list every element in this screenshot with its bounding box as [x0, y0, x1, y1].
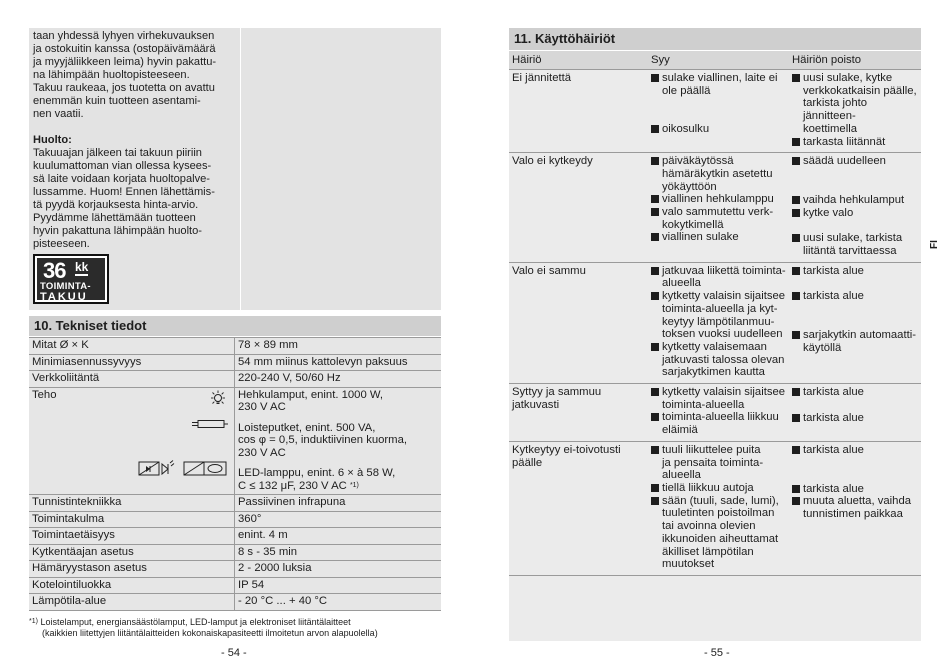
- badge-number: 36: [43, 258, 66, 283]
- fix-item: [792, 207, 918, 220]
- fix-cell: [789, 70, 921, 153]
- spec-table: [29, 337, 441, 611]
- cause-line: ole päällä: [662, 84, 711, 97]
- square-bullet-icon: [651, 208, 659, 216]
- square-bullet-icon: [651, 195, 659, 203]
- spec-row-power: [29, 387, 441, 495]
- power-led-line1: LED-lamppu, enint. 6 × à 58 W,: [238, 467, 396, 479]
- cause-line: jatkuvasti talossa olevan: [662, 353, 785, 366]
- cause-line: eläimiä: [662, 424, 698, 437]
- faults-table-filler: [509, 576, 921, 641]
- cause-item: [651, 386, 786, 411]
- square-bullet-icon: [651, 157, 659, 165]
- cause-item: [651, 193, 786, 206]
- fix-line: tarkista alue: [803, 482, 864, 495]
- warranty-line: nen vaatii.: [33, 108, 84, 120]
- warranty-line: na lähimpään huoltopisteeseen.: [33, 69, 190, 81]
- spec-key: Minimiasennussyvyys: [29, 354, 235, 371]
- cause-line: tai avoinna olevien: [662, 520, 756, 533]
- spec-section-title: [29, 316, 441, 336]
- cause-line: äkilliset lämpötilan: [662, 545, 754, 558]
- spec-key: Kytkentäajan asetus: [29, 544, 235, 561]
- footnote: [29, 617, 441, 638]
- cause-line: päiväkäytössä: [662, 155, 734, 168]
- footnote-line1: Loistelamput, energiansäästölamput, LED-lamput ja elektroniset liitäntälaitteet: [37, 617, 351, 627]
- badge-unit: kk: [75, 260, 89, 274]
- cause-item: [651, 495, 786, 571]
- square-bullet-icon: [651, 267, 659, 275]
- spec-row: [29, 511, 441, 528]
- spec-value: 360°: [235, 511, 442, 528]
- fix-line: sarjakytkin automaatti-: [803, 329, 917, 342]
- page-number-left: - 54 -: [221, 647, 247, 659]
- cause-cell: [648, 441, 789, 575]
- square-bullet-icon: [792, 388, 800, 396]
- service-line: lussamme. Huom! Ennen lähettämis-: [33, 186, 215, 198]
- fix-item: [792, 232, 918, 257]
- cause-cell: [648, 262, 789, 383]
- spec-value: 78 × 89 mm: [235, 338, 442, 355]
- power-tube-line2: cos φ = 0,5, induktiivinen kuorma,: [238, 434, 408, 446]
- fault-text: päälle: [512, 456, 543, 469]
- cause-line: sulake viallinen, laite ei: [662, 72, 778, 84]
- cause-line: oikosulku: [662, 123, 710, 136]
- fault-text: Kytkeytyy ei-toivotusti: [512, 443, 621, 456]
- spec-key: Toimintaetäisyys: [29, 528, 235, 545]
- square-bullet-icon: [792, 157, 800, 165]
- fix-item: [792, 329, 918, 354]
- square-bullet-icon: [651, 446, 659, 454]
- fix-item: [792, 265, 918, 278]
- square-bullet-icon: [792, 497, 800, 505]
- square-bullet-icon: [792, 292, 800, 300]
- spec-value: Passiivinen infrapuna: [235, 495, 442, 512]
- power-bulb-line2: 230 V AC: [238, 401, 286, 413]
- fix-item: [792, 495, 918, 520]
- header-remedy: Häiriön poisto: [789, 51, 921, 70]
- cause-item: [651, 72, 786, 97]
- cause-line: toksen vuoksi uudelleen: [662, 328, 783, 341]
- spec-row: [29, 544, 441, 561]
- service-line: Pyydämme lähettämään tuotteen: [33, 212, 196, 224]
- warranty-line: Takuu raukeaa, jos tuotetta on avattu: [33, 82, 215, 94]
- spec-row: [29, 354, 441, 371]
- square-bullet-icon: [651, 497, 659, 505]
- warranty-line: ja ostokuitin kanssa (ostopäivämäärä: [33, 43, 216, 55]
- fault-text: Valo ei sammu: [512, 264, 586, 277]
- cause-line: toiminta-alueella ja kyt-: [662, 302, 778, 315]
- fault-text: Ei jännitettä: [512, 72, 572, 84]
- power-label: Teho: [32, 388, 57, 401]
- warranty-badge: [33, 254, 109, 304]
- cause-line: kokytkimellä: [662, 218, 724, 231]
- warranty-line: enemmän kuin tuotteen asentami-: [33, 95, 201, 107]
- cause-line: kytketty valaisemaan: [662, 340, 767, 353]
- badge-line1: TOIMINTA-: [40, 281, 91, 292]
- cause-line: viallinen sulake: [662, 231, 739, 244]
- square-bullet-icon: [792, 414, 800, 422]
- power-tube-line3: 230 V AC: [238, 446, 286, 459]
- spec-key: Mitat Ø × K: [29, 338, 235, 355]
- fix-line: tunnistimen paikkaa: [803, 507, 903, 520]
- square-bullet-icon: [651, 388, 659, 396]
- square-bullet-icon: [651, 343, 659, 351]
- spec-key: Toimintakulma: [29, 511, 235, 528]
- cause-item: [651, 411, 786, 436]
- fix-item: [792, 72, 918, 136]
- spec-value: 54 mm miinus kattolevyn paksuus: [235, 354, 442, 371]
- fix-line: uusi sulake, tarkista: [803, 232, 903, 245]
- fix-cell: [789, 262, 921, 383]
- fix-item: [792, 194, 918, 207]
- service-heading: Huolto:: [33, 134, 72, 146]
- cause-item: [651, 444, 786, 482]
- spec-value-power: [235, 387, 442, 495]
- cause-line: ikkunoiden aiheuttamat: [662, 532, 779, 545]
- spec-title-text: 10. Tekniset tiedot: [34, 318, 147, 333]
- footnote-mark: *1): [29, 618, 38, 625]
- fluorescent-tube-icon: [192, 418, 228, 430]
- square-bullet-icon: [651, 413, 659, 421]
- fix-line: muuta aluetta, vaihda: [803, 495, 912, 508]
- faults-title-text: 11. Käyttöhäiriöt: [514, 31, 616, 46]
- cause-line: alueella: [662, 469, 701, 482]
- fix-line: verkkokatkaisin päälle,: [803, 84, 917, 97]
- cause-item: [651, 482, 786, 495]
- fix-item: [792, 386, 918, 399]
- cause-line: toiminta-alueella: [662, 398, 745, 411]
- fix-cell: [789, 384, 921, 442]
- spec-row: [29, 338, 441, 355]
- cause-line: ja pensaita toiminta-: [662, 456, 764, 469]
- fix-line: liitäntä tarvittaessa: [803, 245, 897, 258]
- cause-line: kytketty valaisin sijaitsee: [662, 386, 786, 399]
- power-led-line2: C ≤ 132 μF, 230 V AC: [238, 479, 347, 492]
- fix-line: tarkista alue: [803, 386, 864, 399]
- fix-line: käytöllä: [803, 341, 842, 354]
- spec-key: Tunnistintekniikka: [29, 495, 235, 512]
- cause-cell: [648, 70, 789, 153]
- fix-line: tarkista alue: [803, 290, 864, 303]
- fault-cell: [509, 384, 648, 442]
- cause-line: tuuletinten poistoilman: [662, 507, 775, 520]
- square-bullet-icon: [792, 331, 800, 339]
- spec-value: 8 s - 35 min: [235, 544, 442, 561]
- spec-row: [29, 594, 441, 611]
- square-bullet-icon: [792, 446, 800, 454]
- cause-line: viallinen hehkulamppu: [662, 193, 774, 206]
- fix-cell: [789, 441, 921, 575]
- fix-line: kytke valo: [803, 206, 854, 219]
- spec-row: [29, 495, 441, 512]
- cause-line: keytyy lämpötilanmuu-: [662, 315, 775, 328]
- badge-line2: TAKUU: [40, 291, 88, 303]
- fix-item: [792, 412, 918, 425]
- fault-row: [509, 70, 921, 153]
- fix-item: [792, 444, 918, 457]
- fault-cell: [509, 441, 648, 575]
- fault-cell: [509, 153, 648, 263]
- cause-line: hämäräkytkin asetettu: [662, 167, 773, 180]
- fault-row: [509, 262, 921, 383]
- fix-line: tarkista johto jännitteen-: [803, 97, 868, 123]
- fix-item: [792, 483, 918, 496]
- fix-item: [792, 136, 918, 149]
- power-led-footnote-mark: *1): [349, 481, 359, 489]
- spec-value: enint. 4 m: [235, 528, 442, 545]
- square-bullet-icon: [792, 485, 800, 493]
- empty-panel: [241, 28, 441, 310]
- warranty-line: taan yhdessä lyhyen virhekuvauksen: [33, 30, 215, 42]
- square-bullet-icon: [792, 209, 800, 217]
- cause-item: [651, 206, 786, 231]
- fault-text: jatkuvasti: [512, 398, 560, 411]
- square-bullet-icon: [792, 138, 800, 146]
- cause-item: [651, 341, 786, 379]
- cause-item: [651, 265, 786, 290]
- fix-item: [792, 290, 918, 303]
- fix-line: tarkista alue: [803, 411, 864, 424]
- header-cause: Syy: [648, 51, 789, 70]
- service-line: Takuuajan jälkeen tai takuun piiriin: [33, 147, 202, 159]
- cause-line: valo sammutettu verk-: [662, 206, 774, 219]
- cause-cell: [648, 153, 789, 263]
- spec-row: [29, 577, 441, 594]
- fix-line: vaihda hehkulamput: [803, 193, 905, 206]
- fix-item: [792, 155, 918, 168]
- spec-key: Hämäryystason asetus: [29, 561, 235, 578]
- header-fault: Häiriö: [509, 51, 648, 70]
- fault-row: [509, 384, 921, 442]
- spec-value: 220-240 V, 50/60 Hz: [235, 371, 442, 388]
- cause-line: alueella: [662, 277, 701, 290]
- cause-line: sään (tuuli, sade, lumi),: [662, 494, 779, 507]
- power-bulb-line1: Hehkulamput, enint. 1000 W,: [238, 388, 384, 401]
- warranty-line: ja myyjäliikkeen leima) hyvin pakattu-: [33, 56, 217, 68]
- square-bullet-icon: [651, 292, 659, 300]
- cause-item: [651, 155, 786, 193]
- spec-row: [29, 528, 441, 545]
- spec-value: 2 - 2000 luksia: [235, 561, 442, 578]
- service-line: pisteeseen.: [33, 238, 90, 250]
- fault-text: Syttyy ja sammuu: [512, 386, 602, 399]
- fix-line: uusi sulake, kytke: [803, 72, 893, 84]
- fix-line: tarkista alue: [803, 264, 864, 277]
- fault-text: Valo ei kytkeydy: [512, 155, 593, 168]
- spec-row: [29, 561, 441, 578]
- spec-key: Verkkoliitäntä: [29, 371, 235, 388]
- spec-value: - 20 °C ... + 40 °C: [235, 594, 442, 611]
- footnote-line2: (kaikkien liitettyjen liitäntälaitteiden kokonaiskapasiteetti ilmoitetun arvon alapuolella): [42, 627, 378, 638]
- cause-cell: [648, 384, 789, 442]
- spec-key-power: [29, 387, 235, 495]
- language-tab: FI: [929, 240, 940, 249]
- incandescent-bulb-icon: [208, 390, 228, 408]
- spec-value: IP 54: [235, 577, 442, 594]
- cause-line: muutokset: [662, 558, 715, 571]
- square-bullet-icon: [651, 233, 659, 241]
- fix-line: tarkasta liitännät: [803, 135, 886, 148]
- spec-key: Lämpötila-alue: [29, 594, 235, 611]
- fix-line: säädä uudelleen: [803, 155, 886, 168]
- square-bullet-icon: [792, 267, 800, 275]
- cause-line: tuuli liikuttelee puita: [662, 443, 761, 456]
- fix-line: koettimella: [803, 122, 857, 135]
- fault-row: [509, 441, 921, 575]
- square-bullet-icon: [792, 74, 800, 82]
- cause-line: yökäyttöön: [662, 180, 717, 193]
- fault-row: [509, 153, 921, 263]
- square-bullet-icon: [651, 125, 659, 133]
- cause-item: [651, 123, 786, 136]
- cause-line: tiellä liikkuu autoja: [662, 481, 754, 494]
- cause-line: jatkuvaa liikettä toiminta-: [662, 264, 786, 277]
- spec-key: Kotelointiluokka: [29, 577, 235, 594]
- service-line: kuulumattoman vian ollessa kysees-: [33, 160, 212, 172]
- faults-table: [509, 51, 921, 576]
- service-line: sä laite voidaan korjata huoltopalve-: [33, 173, 210, 185]
- cause-item: [651, 290, 786, 341]
- cause-line: toiminta-alueella liikkuu: [662, 411, 779, 424]
- square-bullet-icon: [792, 234, 800, 242]
- fault-cell: [509, 262, 648, 383]
- power-tube-line1: Loisteputket, enint. 500 VA,: [238, 421, 376, 434]
- fault-cell: [509, 70, 648, 153]
- square-bullet-icon: [651, 484, 659, 492]
- service-line: hyvin pakattuna lähimpään huolto-: [33, 225, 202, 237]
- fix-cell: [789, 153, 921, 263]
- spec-row: [29, 371, 441, 388]
- square-bullet-icon: [651, 74, 659, 82]
- square-bullet-icon: [792, 196, 800, 204]
- led-driver-icon: [138, 460, 228, 478]
- cause-line: sarjakytkimen kautta: [662, 366, 765, 379]
- service-line: tä pyydä korjauksesta hinta-arvio.: [33, 199, 199, 211]
- cause-line: kytketty valaisin sijaitsee: [662, 290, 786, 303]
- cause-item: [651, 231, 786, 244]
- fix-line: tarkista alue: [803, 443, 864, 456]
- faults-section-title: [509, 28, 921, 50]
- page-number-right: - 55 -: [704, 647, 730, 659]
